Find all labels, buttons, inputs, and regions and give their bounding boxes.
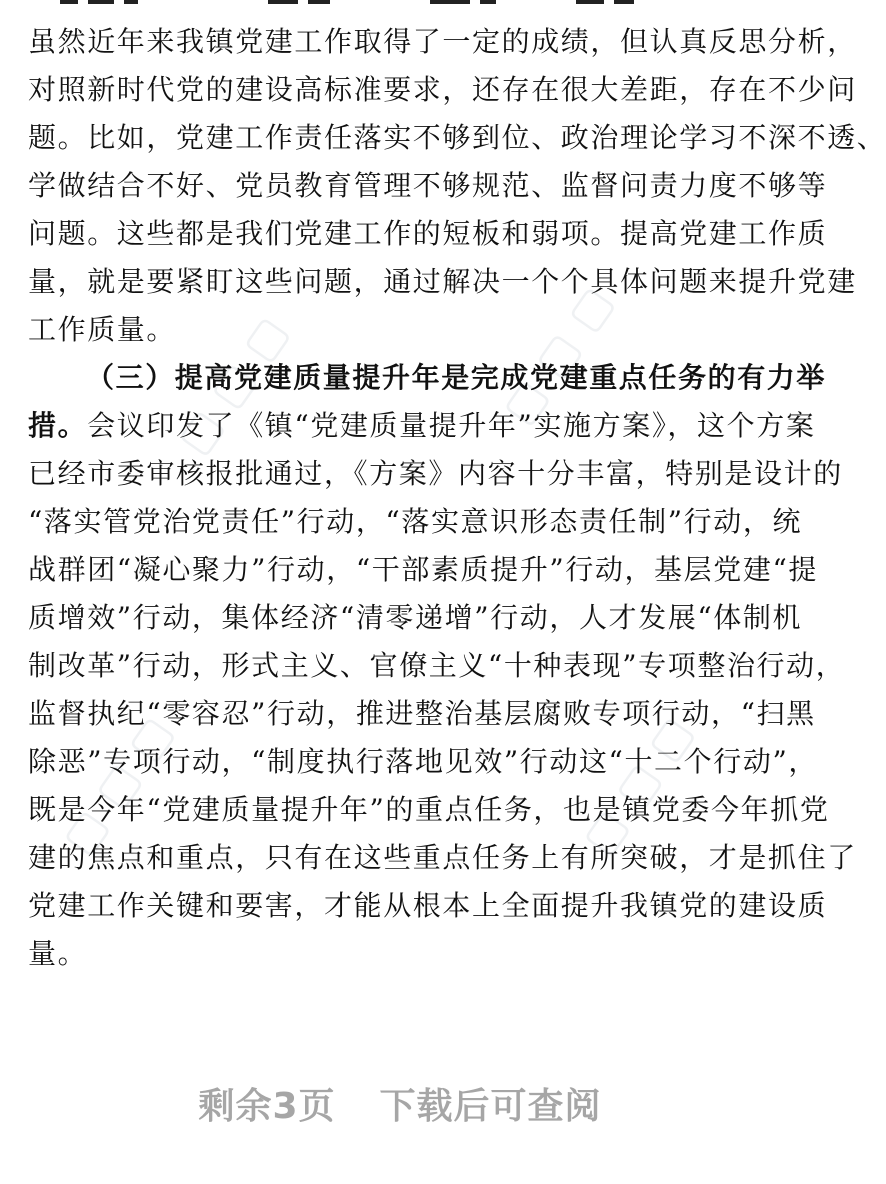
paragraph-line [28, 402, 816, 450]
paragraph-line: 对照新时代党的建设高标准要求，还存在很大差距，存在不少问 [28, 73, 857, 106]
section-heading-end: 措。 [28, 409, 88, 442]
document-body [28, 18, 886, 978]
paragraph-line: 除恶”专项行动，“制度执行落地见效”行动这“十二个行动”， [28, 745, 818, 778]
paragraph-line-rest: 会议印发了《镇“党建质量提升年”实施方案》，这个方案 [87, 409, 816, 442]
paragraph-line: 建的焦点和重点，只有在这些重点任务上有所突破，才是抓住了 [28, 841, 857, 874]
paragraph-line: 制改革”行动，形式主义、官僚主义“十种表现”专项整治行动， [28, 649, 846, 682]
paragraph-line: 既是今年“党建质量提升年”的重点任务，也是镇党委今年抓党 [28, 793, 830, 826]
watermark: ▢ ▢ ▢ [167, 307, 299, 464]
section-heading: （三）提高党建质量提升年是完成党建重点任务的有力举 [86, 361, 827, 394]
paragraph-line: 已经市委审核报批通过，《方案》内容十分丰富，特别是设计的 [28, 457, 843, 490]
paragraph-line: 量，就是要紧盯这些问题，通过解决一个个具体问题来提升党建 [28, 265, 857, 298]
cropped-previous-line [0, 0, 800, 6]
paragraph-line: 监督执纪“零容忍”行动，推进整治基层腐败专项行动，“扫黑 [28, 697, 816, 730]
paragraph-line: 问题。这些都是我们党建工作的短板和弱项。提高党建工作质 [28, 217, 828, 250]
paragraph-line: 题。比如，党建工作责任落实不够到位、政治理论学习不深不透、 [28, 121, 886, 154]
paragraph-line: 党建工作关键和要害，才能从根本上全面提升我镇党的建设质 [28, 889, 828, 922]
paragraph-line: 学做结合不好、党员教育管理不够规范、监督问责力度不够等 [28, 169, 828, 202]
paragraph-line: 战群团“凝心聚力”行动，“干部素质提升”行动，基层党建“提 [28, 553, 818, 586]
paragraph-line: 工作质量。 [28, 313, 177, 346]
paragraph-line: 量。 [28, 937, 88, 970]
paragraph-line: “落实管党治党责任”行动，“落实意识形态责任制”行动，统 [28, 505, 803, 538]
download-to-view-label[interactable]: 下载后可查阅 [379, 1086, 602, 1127]
remaining-pages-label: 剩余3页 [198, 1086, 336, 1127]
paragraph-line: 虽然近年来我镇党建工作取得了一定的成绩，但认真反思分析， [28, 25, 857, 58]
paragraph-line: 质增效”行动，集体经济“清零递增”行动，人才发展“体制机 [28, 601, 803, 634]
download-prompt-banner[interactable] [0, 1078, 800, 1129]
watermark: ▢ ▢ ▢ [492, 277, 624, 434]
watermark: ▢ ▢ ▢ [572, 707, 704, 864]
watermark: ▢ ▢ ▢ [52, 707, 184, 864]
